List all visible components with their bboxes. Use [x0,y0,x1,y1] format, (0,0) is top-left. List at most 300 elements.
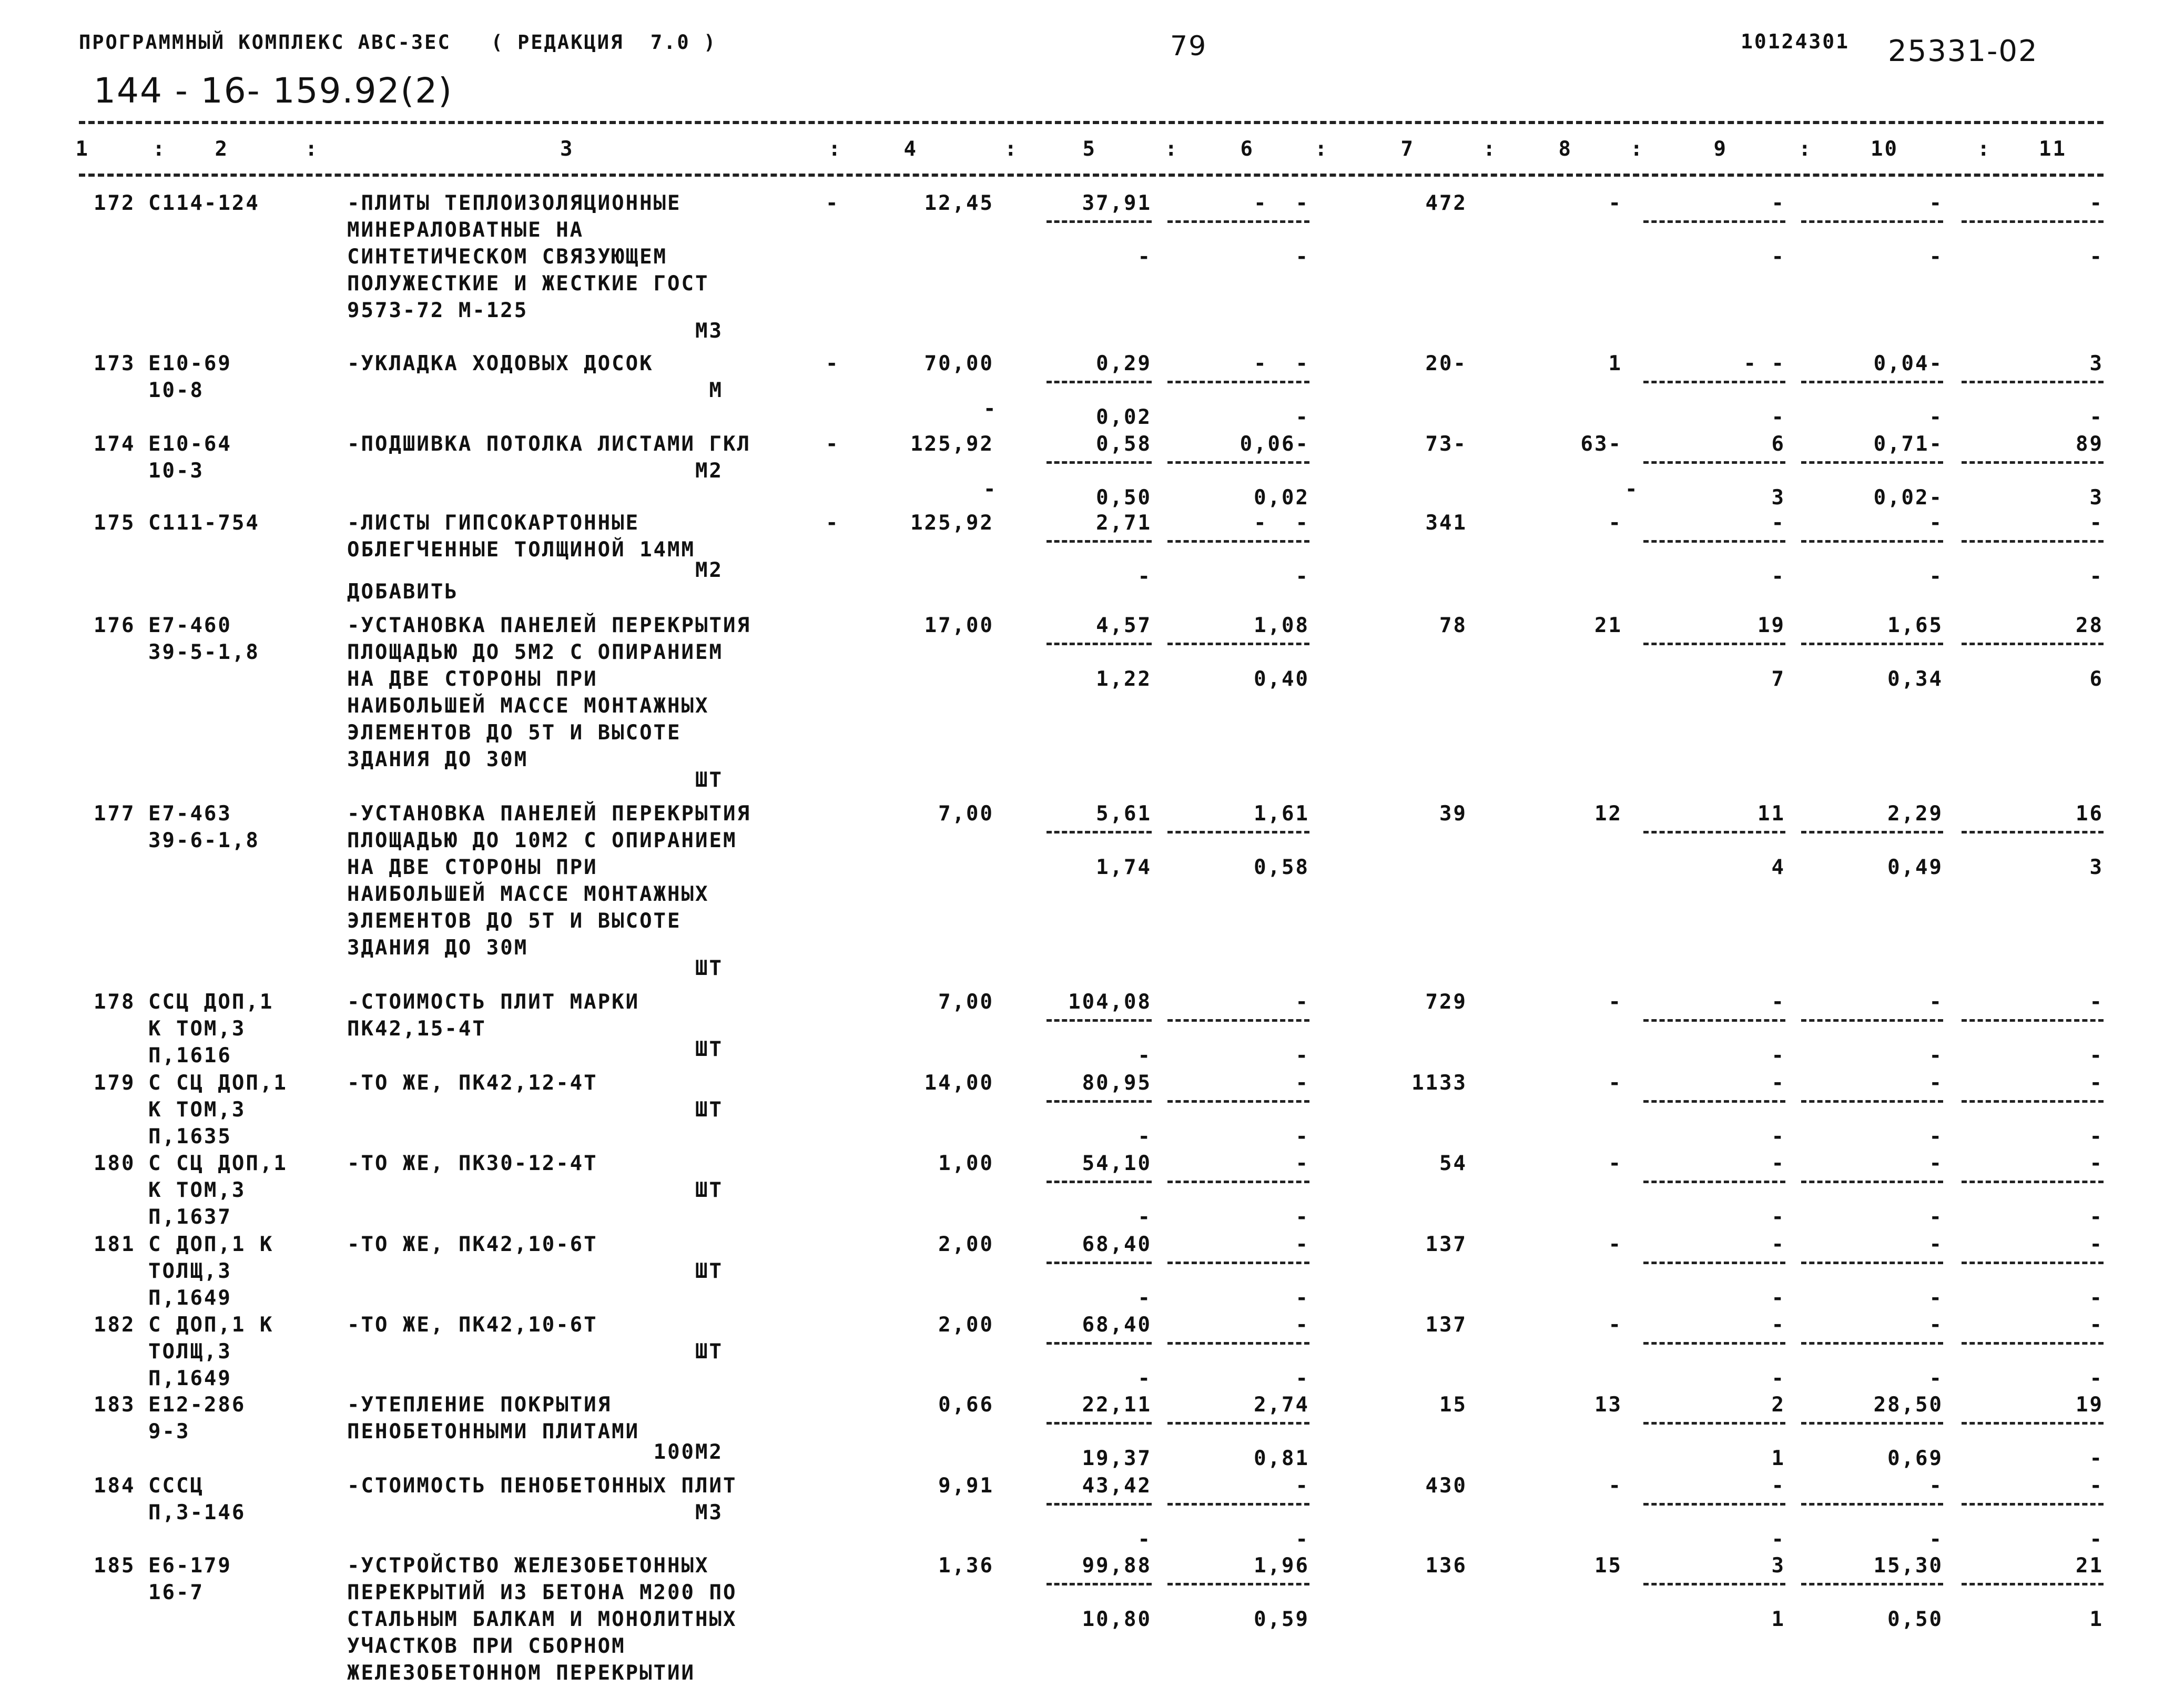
subtotal-rule [1801,1100,1943,1103]
cell-c9: - [1771,511,1785,535]
cell-c11b: - [2089,1205,2104,1229]
row-code-line: С114-124 [148,191,260,215]
subtotal-rule [1047,1100,1152,1103]
row-description-line: -ТО ЖЕ, ПК42,10-6Т [347,1233,598,1256]
cell-c4: 12,45 [924,191,994,215]
subtotal-rule [1167,1100,1309,1103]
row-description-line: -ЛИСТЫ ГИПСОКАРТОННЫЕ [347,511,640,535]
cell-c7: 1133 [1411,1071,1467,1095]
subtotal-rule [1801,220,1943,223]
cell-c4: 1,36 [938,1554,994,1578]
subtotal-rule [1167,1019,1309,1022]
cell-c5: 2,71 [1096,511,1152,535]
row-number: 185 [94,1554,136,1578]
subtotal-rule [1962,1019,2104,1022]
row-description-line: -УСТАНОВКА ПАНЕЛЕЙ ПЕРЕКРЫТИЯ [347,614,751,637]
row-code-line: 39-6-1,8 [148,829,260,852]
cell-c8: - [1608,1071,1622,1095]
cell-c11: - [2089,1313,2104,1337]
column-header-3: 3 [560,137,574,161]
cell-c8: - [1608,990,1622,1014]
row-description-line: НА ДВЕ СТОРОНЫ ПРИ [347,856,598,879]
cell-c11b: - [2089,245,2104,269]
cell-c9: - [1771,1233,1785,1256]
row-code-line: 39-5-1,8 [148,640,260,664]
subtotal-rule [1962,381,2104,383]
column-separator: : [828,137,842,161]
cell-c4: 14,00 [924,1071,994,1095]
column-header-6: 6 [1240,137,1254,161]
subtotal-rule [1801,540,1943,543]
row-unit: М2 [695,558,723,582]
cell-c5: 37,91 [1082,191,1152,215]
cell-c9: - - [1743,352,1785,375]
cell-c6b: 0,58 [1254,856,1309,879]
cell-c5b: 0,02 [1096,405,1152,429]
cell-c6b: - [1295,1528,1309,1551]
cell-c9: - [1771,1474,1785,1498]
subtotal-rule [1643,1262,1785,1264]
row-marker: - [826,191,840,215]
row-unit: М3 [695,319,723,343]
cell-c8: - [1608,1474,1622,1498]
row-code-line: П,1649 [148,1286,232,1310]
cell-c6: 2,74 [1254,1393,1309,1417]
cell-c4: 125,92 [910,511,994,535]
cell-c5b: - [1137,1367,1152,1390]
cell-c7: 137 [1425,1313,1467,1337]
subtotal-rule [1643,1342,1785,1345]
cell-c6: 1,08 [1254,614,1309,637]
row-code-line: Е7-463 [148,802,232,826]
cell-c10b: - [1929,1205,1943,1229]
cell-c7: 15 [1439,1393,1467,1417]
cell-c11: 21 [2076,1554,2104,1578]
subtotal-rule [1167,831,1309,833]
row-code-line: К ТОМ,3 [148,1017,246,1041]
subtotal-rule [1643,1100,1785,1103]
row-code-line: 9-3 [148,1420,190,1443]
cell-c6b: 0,81 [1254,1447,1309,1470]
row-number: 181 [94,1233,136,1256]
subtotal-rule [1167,1181,1309,1183]
subtotal-rule [1643,1583,1785,1585]
cell-c5b: 19,37 [1082,1447,1152,1470]
cell-c4: 9,91 [938,1474,994,1498]
column-separator: : [1315,137,1329,161]
column-header-4: 4 [903,137,918,161]
subtotal-rule [1962,1342,2104,1345]
column-separator: : [1165,137,1179,161]
subtotal-rule [1801,831,1943,833]
cell-c11b: 3 [2089,856,2104,879]
column-separator: : [153,137,167,161]
cell-c10b: 0,49 [1887,856,1943,879]
cell-c6b: - [1295,1044,1309,1068]
cell-c10: 0,04- [1873,352,1943,375]
cell-c9b: - [1771,1367,1785,1390]
row-description-line: ОБЛЕГЧЕННЫЕ ТОЛЩИНОЙ 14ММ [347,538,695,562]
cell-c5b: - [1137,1528,1152,1551]
subtotal-rule [1643,831,1785,833]
cell-c6: - - [1254,352,1309,375]
cell-c11: 89 [2076,432,2104,456]
row-number: 177 [94,802,136,826]
cell-c8: 1 [1608,352,1622,375]
subtotal-rule [1643,1503,1785,1506]
subtotal-rule [1962,461,2104,464]
row-code-line: 10-3 [148,459,204,483]
row-description-line: ПОЛУЖЕСТКИЕ И ЖЕСТКИЕ ГОСТ [347,272,709,296]
subtotal-rule [1962,1583,2104,1585]
cell-c10b: - [1929,405,1943,429]
cell-c9b: - [1771,1205,1785,1229]
cell-c4: 0,66 [938,1393,994,1417]
cell-c5: 54,10 [1082,1152,1152,1175]
subtotal-rule [1047,1503,1152,1506]
cell-c9: - [1771,1152,1785,1175]
column-separator: : [1977,137,1992,161]
cell-c11b: - [2089,405,2104,429]
cell-c11: - [2089,1152,2104,1175]
row-code-line: К ТОМ,3 [148,1098,246,1122]
cell-c4: 2,00 [938,1233,994,1256]
cell-c6: 0,06- [1240,432,1309,456]
cell-c5: 0,29 [1096,352,1152,375]
cell-c10: - [1929,1474,1943,1498]
row-code-line: Е7-460 [148,614,232,637]
cell-c4b: - [983,477,998,501]
row-code-line: ССЦ ДОП,1 [148,990,274,1014]
row-code-line: Е6-179 [148,1554,232,1578]
cell-c9: - [1771,191,1785,215]
row-description-line: ПЕНОБЕТОННЫМИ ПЛИТАМИ [347,1420,640,1443]
cell-c5b: - [1137,565,1152,588]
row-number: 179 [94,1071,136,1095]
cell-c8: 13 [1594,1393,1622,1417]
cell-c10: 2,29 [1887,802,1943,826]
cell-c4: 1,00 [938,1152,994,1175]
row-code-line: Е10-69 [148,352,232,375]
subtotal-rule [1801,1262,1943,1264]
cell-c5: 4,57 [1096,614,1152,637]
cell-c10b: - [1929,1286,1943,1310]
subtotal-rule [1643,1181,1785,1183]
cell-c11b: - [2089,565,2104,588]
cell-c5b: - [1137,1044,1152,1068]
cell-c5b: 0,50 [1096,486,1152,510]
row-number: 180 [94,1152,136,1175]
cell-c9: - [1771,990,1785,1014]
cell-c7: 137 [1425,1233,1467,1256]
cell-c5b: - [1137,1286,1152,1310]
subtotal-rule [1167,220,1309,223]
cell-c11b: 1 [2089,1608,2104,1631]
row-number: 175 [94,511,136,535]
column-separator: : [1483,137,1497,161]
column-header-9: 9 [1713,137,1728,161]
cell-c10b: - [1929,1125,1943,1148]
subtotal-rule [1962,220,2104,223]
row-description-line: УЧАСТКОВ ПРИ СБОРНОМ [347,1634,626,1658]
subtotal-rule [1047,1342,1152,1345]
row-code-line: П,1649 [148,1367,232,1390]
column-header-11: 11 [2039,137,2067,161]
cell-c11: 19 [2076,1393,2104,1417]
cell-c11: - [2089,191,2104,215]
cell-c8: 21 [1594,614,1622,637]
cell-c5b: - [1137,245,1152,269]
cell-c6: - [1295,990,1309,1014]
cell-c7: 136 [1425,1554,1467,1578]
row-description-line: НАИБОЛЬШЕЙ МАССЕ МОНТАЖНЫХ [347,694,709,718]
cell-c9: 6 [1771,432,1785,456]
subtotal-rule [1047,381,1152,383]
subtotal-rule [1047,1422,1152,1425]
cell-c8: - [1608,511,1622,535]
cell-c4: 70,00 [924,352,994,375]
cell-c11b: 3 [2089,486,2104,510]
row-description-line: -ТО ЖЕ, ПК30-12-4Т [347,1152,598,1175]
cell-c6b: - [1295,1205,1309,1229]
subtotal-rule [1801,1019,1943,1022]
row-description-line: ЗДАНИЯ ДО 30М [347,936,529,960]
row-code-line: П,1637 [148,1205,232,1229]
row-unit: М3 [695,1501,723,1524]
cell-c9b: 1 [1771,1608,1785,1631]
cell-c10b: - [1929,1528,1943,1551]
row-number: 172 [94,191,136,215]
subtotal-rule [1643,220,1785,223]
cell-c7: 430 [1425,1474,1467,1498]
row-description-line: ПЕРЕКРЫТИЙ ИЗ БЕТОНА М200 ПО [347,1581,737,1604]
subtotal-rule [1167,381,1309,383]
subtotal-rule [1167,461,1309,464]
subtotal-rule [1047,540,1152,543]
cell-c11b: - [2089,1528,2104,1551]
cell-c7: 54 [1439,1152,1467,1175]
cell-c9b: - [1771,1286,1785,1310]
cell-c6: - [1295,1152,1309,1175]
cell-c6b: 0,40 [1254,667,1309,691]
cell-c4b: - [983,397,998,421]
row-unit: ШТ [695,957,723,980]
cell-c4: 17,00 [924,614,994,637]
cell-c11: - [2089,1071,2104,1095]
row-code-line: 10-8 [148,379,204,402]
subtotal-rule [1047,1583,1152,1585]
row-description-line: ПК42,15-4Т [347,1017,486,1041]
cell-c5: 68,40 [1082,1313,1152,1337]
cell-c11b: - [2089,1286,2104,1310]
row-description-line: -СТОИМОСТЬ ПЛИТ МАРКИ [347,990,640,1014]
cell-c5: 99,88 [1082,1554,1152,1578]
project-number: 144 - 16- 159.92(2) [94,70,453,111]
subtotal-rule [1962,1503,2104,1506]
cell-c4: 7,00 [938,990,994,1014]
cell-c6: - [1295,1233,1309,1256]
row-description-line: -ПОДШИВКА ПОТОЛКА ЛИСТАМИ ГКЛ [347,432,751,456]
cell-c9b: - [1771,565,1785,588]
subtotal-rule [1047,1181,1152,1183]
cell-c11b: - [2089,1125,2104,1148]
subtotal-rule [1047,643,1152,645]
cell-c10b: - [1929,245,1943,269]
cell-c6: 1,61 [1254,802,1309,826]
cell-c8b: - [1625,477,1639,501]
row-number: 184 [94,1474,136,1498]
cell-c8: - [1608,1313,1622,1337]
program-title: ПРОГРАММНЫЙ КОМПЛЕКС АВС-3ЕС ( РЕДАКЦИЯ 7.0 ) [79,31,717,54]
subtotal-rule [1962,1262,2104,1264]
cell-c5b: - [1137,1205,1152,1229]
cell-c6b: 0,02 [1254,486,1309,510]
row-description-line: ПЛОЩАДЬЮ ДО 10М2 С ОПИРАНИЕМ [347,829,737,852]
row-unit: ШТ [695,768,723,792]
row-description-line: СИНТЕТИЧЕСКОМ СВЯЗУЮЩЕМ [347,245,668,269]
cell-c7: 73- [1425,432,1467,456]
cell-c5: 43,42 [1082,1474,1152,1498]
row-unit: ШТ [695,1178,723,1202]
row-description-line: -ТО ЖЕ, ПК42,10-6Т [347,1313,598,1337]
cell-c7: 341 [1425,511,1467,535]
row-code-line: С СЦ ДОП,1 [148,1071,288,1095]
row-code-line: К ТОМ,3 [148,1178,246,1202]
subtotal-rule [1047,1019,1152,1022]
cell-c9: - [1771,1071,1785,1095]
row-unit: ШТ [695,1340,723,1364]
cell-c10: 28,50 [1873,1393,1943,1417]
row-unit: ШТ [695,1259,723,1283]
subtotal-rule [1643,1019,1785,1022]
row-code-line: ТОЛЩ,3 [148,1259,232,1283]
subtotal-rule [1167,1342,1309,1345]
cell-c9b: - [1771,1044,1785,1068]
row-description-line: -ТО ЖЕ, ПК42,12-4Т [347,1071,598,1095]
cell-c5b: 1,22 [1096,667,1152,691]
cell-c11b: - [2089,1447,2104,1470]
subtotal-rule [1167,643,1309,645]
cell-c10: - [1929,511,1943,535]
page-number: 79 [1170,30,1207,62]
cell-c11b: - [2089,1367,2104,1390]
row-description-line: -УКЛАДКА ХОДОВЫХ ДОСОК [347,352,654,375]
cell-c5b: 1,74 [1096,856,1152,879]
cell-c9: 11 [1758,802,1785,826]
subtotal-rule [1801,1583,1943,1585]
cell-c5: 22,11 [1082,1393,1152,1417]
row-unit: М [709,379,723,402]
subtotal-rule [1801,1422,1943,1425]
subtotal-rule [1643,1422,1785,1425]
column-separator: : [305,137,319,161]
subtotal-rule [1167,1422,1309,1425]
row-code-line: СССЦ [148,1474,204,1498]
row-code-line: С111-754 [148,511,260,535]
cell-c10b: - [1929,565,1943,588]
row-code-line: П,3-146 [148,1501,246,1524]
subtotal-rule [1167,540,1309,543]
cell-c9: 3 [1771,1554,1785,1578]
cell-c10: - [1929,191,1943,215]
cell-c4: 2,00 [938,1313,994,1337]
cell-c10b: - [1929,1367,1943,1390]
subtotal-rule [1962,831,2104,833]
row-description-line: -УСТРОЙСТВО ЖЕЛЕЗОБЕТОННЫХ [347,1554,709,1578]
row-number: 174 [94,432,136,456]
row-description-line: -ПЛИТЫ ТЕПЛОИЗОЛЯЦИОННЫЕ [347,191,682,215]
column-header-1: 1 [75,137,89,161]
row-number: 173 [94,352,136,375]
cell-c10: 0,71- [1873,432,1943,456]
row-marker: - [826,352,840,375]
subtotal-rule [1047,831,1152,833]
subtotal-rule [1962,540,2104,543]
subtotal-rule [1801,1181,1943,1183]
cell-c6: - - [1254,511,1309,535]
cell-c7: 39 [1439,802,1467,826]
cell-c11: - [2089,990,2104,1014]
cell-c10: 15,30 [1873,1554,1943,1578]
subtotal-rule [1962,1100,2104,1103]
cell-c9b: 1 [1771,1447,1785,1470]
row-unit: ШТ [695,1098,723,1122]
subtotal-rule [1643,540,1785,543]
row-number: 176 [94,614,136,637]
subtotal-rule [1047,1262,1152,1264]
row-marker: - [826,511,840,535]
subtotal-rule [1047,220,1152,223]
cell-c10: - [1929,1152,1943,1175]
cell-c5: 5,61 [1096,802,1152,826]
cell-c10: - [1929,1233,1943,1256]
cell-c9b: - [1771,1528,1785,1551]
cell-c10: - [1929,1071,1943,1095]
row-code-line: 16-7 [148,1581,204,1604]
row-code-line: П,1635 [148,1125,232,1148]
row-description-line: СТАЛЬНЫМ БАЛКАМ И МОНОЛИТНЫХ [347,1608,737,1631]
cell-c6b: - [1295,1125,1309,1148]
cell-c10: - [1929,1313,1943,1337]
subtotal-rule [1047,461,1152,464]
cell-c6: - [1295,1313,1309,1337]
cell-c9b: - [1771,405,1785,429]
cell-c5: 68,40 [1082,1233,1152,1256]
cell-c10b: 0,34 [1887,667,1943,691]
column-separator: : [1004,137,1019,161]
subtotal-rule [1962,1422,2104,1425]
cell-c6: - [1295,1474,1309,1498]
cell-c11: 28 [2076,614,2104,637]
column-header-5: 5 [1082,137,1096,161]
row-number: 182 [94,1313,136,1337]
row-unit: М2 [695,459,723,483]
cell-c11: 3 [2089,352,2104,375]
column-separator: : [1630,137,1644,161]
cell-c9: - [1771,1313,1785,1337]
cell-c9b: 4 [1771,856,1785,879]
cell-c9b: - [1771,1125,1785,1148]
subtotal-rule [1801,1342,1943,1345]
cell-c7: 20- [1425,352,1467,375]
cell-c7: 472 [1425,191,1467,215]
cell-c11: 16 [2076,802,2104,826]
cell-c6b: - [1295,1367,1309,1390]
subtotal-rule [1167,1262,1309,1264]
cell-c8: - [1608,191,1622,215]
cell-c5b: 10,80 [1082,1608,1152,1631]
cell-c5: 104,08 [1068,990,1152,1014]
